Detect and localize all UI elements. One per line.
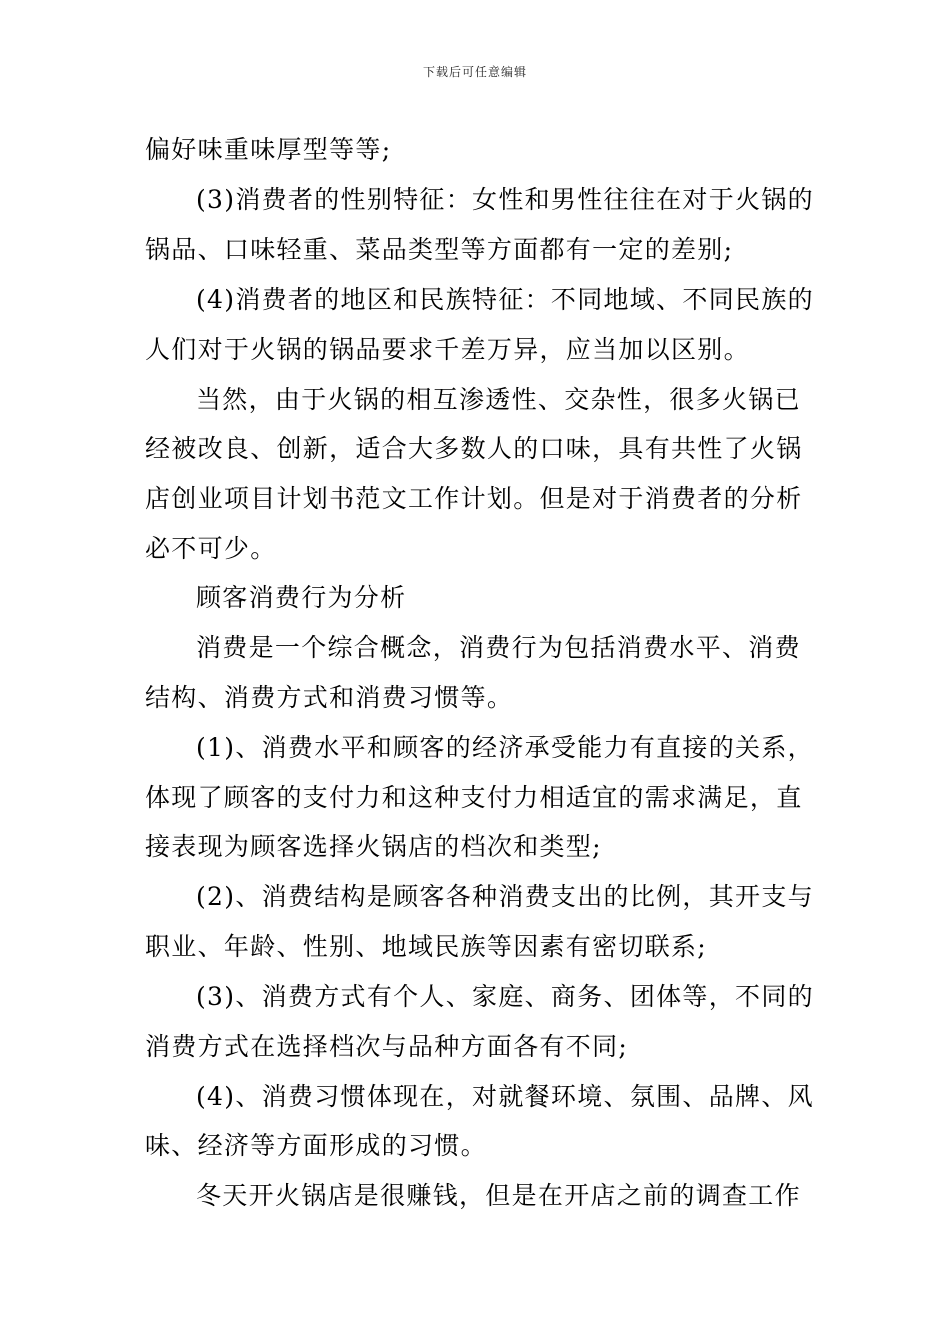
text-line-15: 接表现为顾客选择火锅店的档次和类型;	[145, 832, 602, 861]
text-line-17: 职业、年龄、性别、地域民族等因素有密切联系;	[145, 932, 708, 961]
text-line-6: 当然，由于火锅的相互渗透性、交杂性，很多火锅已	[196, 385, 801, 414]
text-line-18: (3)、消费方式有个人、家庭、商务、团体等，不同的	[196, 982, 814, 1011]
text-line-20: (4)、消费习惯体现在，对就餐环境、氛围、品牌、风	[196, 1082, 814, 1111]
text-line-12: 结构、消费方式和消费习惯等。	[145, 683, 514, 712]
text-line-11: 消费是一个综合概念，消费行为包括消费水平、消费	[196, 633, 801, 662]
page-header: 下载后可任意编辑	[422, 65, 527, 79]
text-line-22: 冬天开火锅店是很赚钱，但是在开店之前的调查工作	[196, 1181, 801, 1210]
text-line-2: (3)消费者的性别特征：女性和男性往往在对于火锅的	[196, 185, 814, 214]
text-line-9: 必不可少。	[145, 534, 277, 563]
text-line-14: 体现了顾客的支付力和这种支付力相适宜的需求满足，直	[145, 783, 803, 812]
text-line-21: 味、经济等方面形成的习惯。	[145, 1131, 487, 1160]
text-line-1: 偏好味重味厚型等等;	[145, 135, 392, 164]
text-line-16: (2)、消费结构是顾客各种消费支出的比例，其开支与	[196, 882, 814, 911]
text-line-8: 店创业项目计划书范文工作计划。但是对于消费者的分析	[145, 484, 803, 513]
text-line-7: 经被改良、创新，适合大多数人的口味，具有共性了火锅	[145, 434, 803, 463]
text-line-13: (1)、消费水平和顾客的经济承受能力有直接的关系，	[196, 733, 814, 762]
section-heading: 顾客消费行为分析	[196, 583, 407, 612]
text-line-5: 人们对于火锅的锅品要求千差万异，应当加以区别。	[145, 335, 750, 364]
text-line-4: (4)消费者的地区和民族特征：不同地域、不同民族的	[196, 285, 814, 314]
text-line-3: 锅品、口味轻重、菜品类型等方面都有一定的差别;	[145, 235, 734, 264]
text-line-19: 消费方式在选择档次与品种方面各有不同;	[145, 1032, 629, 1061]
